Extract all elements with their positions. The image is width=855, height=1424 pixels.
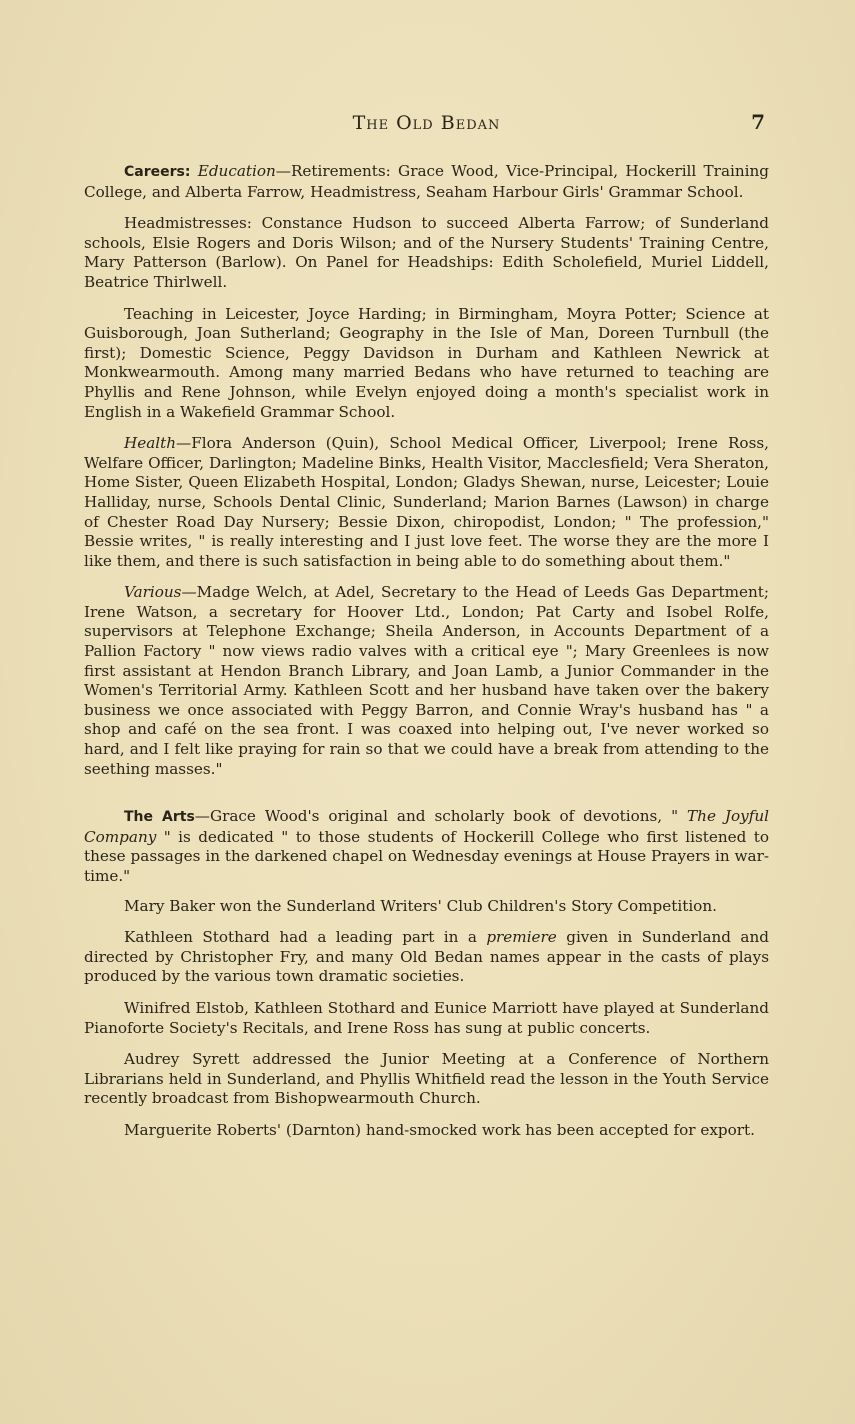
book-title: " The Joyful Company ": [84, 807, 769, 846]
various-paragraph: [84, 583, 769, 779]
page-content: [84, 162, 769, 1141]
running-title: The Old Bedan: [352, 112, 501, 134]
health-label: Health: [124, 434, 177, 453]
education-text: —Retirements: Grace Wood, Vice-Principal, Hockerill Training College, and Alberta Farrow, Headmistress, Seaham Harbour Girls' Grammar School.: [84, 162, 769, 201]
arts-book-text-a: —Grace Wood's original and scholarly book of devotions,: [194, 807, 672, 826]
teaching-paragraph: Teaching in Leicester, Joyce Harding; in Birmingham, Moyra Potter; Science at Guisborough, Joan Sutherland; Geography in the Isle of Man, Doreen Turnbull (the first); Domestic Science, Peggy Davidson in Durham and Kathleen Newrick at Monkwearmouth. Among many married Bedans who have returned to teaching are Phyllis and Rene Johnson, while Evelyn enjoyed doing a month's specialist work in English in a Wakefield Grammar School.: [84, 304, 769, 421]
premiere-word: premiere: [486, 928, 557, 947]
health-text: —Flora Anderson (Quin), School Medical Officer, Liverpool; Irene Ross, Welfare Officer, Darlington; Madeline Binks, Health Visitor, Macclesfield; Vera Sheraton, Home Sister, Queen Elizabeth Hospital, London; Gladys Shewan, nurse, Leicester; Louie Halliday, nurse, Schools Dental Clinic, Sunderland; Marion Barnes (Lawson) in charge of Chester Road Day Nursery; Bessie Dixon, chiropodist, London; " The profession," Bessie writes, " is really interesting and I just love feet. The worse they are the more I like them, and there is such satisfaction in being able to do something about them.": [84, 434, 769, 570]
premiere-text-a: Kathleen Stothard had a leading part in a: [124, 928, 487, 947]
various-label: Various: [124, 583, 182, 602]
various-text: —Madge Welch, at Adel, Secretary to the Head of Leeds Gas Department; Irene Watson, a secretary for Hoover Ltd., London; Pat Carty and Isobel Rolfe, supervisors at Telephone Exchange; Sheila Anderson, in Accounts Department of a Pallion Factory " now views radio valves with a critical eye "; Mary Greenlees is now first assistant at Hendon Branch Library, and Joan Lamb, a Junior Commander in the Women's Territorial Army. Kathleen Scott and her husband have taken over the bakery business we once associated with Peggy Barron, and Connie Wray's husband has " a shop and café on the sea front. I was coaxed into helping out, I've never worked so hard, and I felt like praying for rain so that we could have a break from attending to the seething masses.": [84, 583, 769, 778]
arts-heading: The Arts: [124, 809, 195, 826]
careers-heading: Careers:: [124, 164, 191, 180]
arts-book-text-b: is dedicated " to those students of Hockerill College who first listened to these passages in the darkened chapel on Wednesday evenings at House Prayers in war-time.": [84, 827, 770, 885]
careers-paragraph-education: [84, 162, 769, 202]
arts-paragraph-book: [84, 807, 769, 886]
headmistresses-paragraph: Headmistresses: Constance Hudson to succeed Alberta Farrow; of Sunderland schools, Elsie Rogers and Doris Wilson; and of the Nursery Students' Training Centre, Mary Patterson (Barlow). On Panel for Headships: Edith Scholefield, Muriel Liddell, Beatrice Thirlwell.: [84, 214, 769, 291]
story-competition-paragraph: Mary Baker won the Sunderland Writers' Club Children's Story Competition.: [124, 896, 717, 915]
page-number: 7: [751, 110, 765, 134]
running-header: [86, 112, 767, 142]
recitals-paragraph: Winifred Elstob, Kathleen Stothard and Eunice Marriott have played at Sunderland Pianoforte Society's Recitals, and Irene Ross has sung at public concerts.: [84, 998, 769, 1037]
smocked-work-paragraph: Marguerite Roberts' (Darnton) hand-smocked work has been accepted for export.: [124, 1120, 755, 1139]
librarians-paragraph: Audrey Syrett addressed the Junior Meeting at a Conference of Northern Librarians held in Sunderland, and Phyllis Whitfield read the lesson in the Youth Service recently broadcast from Bishopwearmouth Church.: [84, 1050, 769, 1108]
health-paragraph: [84, 434, 769, 571]
premiere-text-b: given in Sunderland and directed by Christopher Fry, and many Old Bedan names appear in the casts of plays produced by the various town dramatic societies.: [84, 928, 769, 986]
education-label: Education: [197, 162, 276, 180]
premiere-paragraph: [84, 928, 769, 987]
